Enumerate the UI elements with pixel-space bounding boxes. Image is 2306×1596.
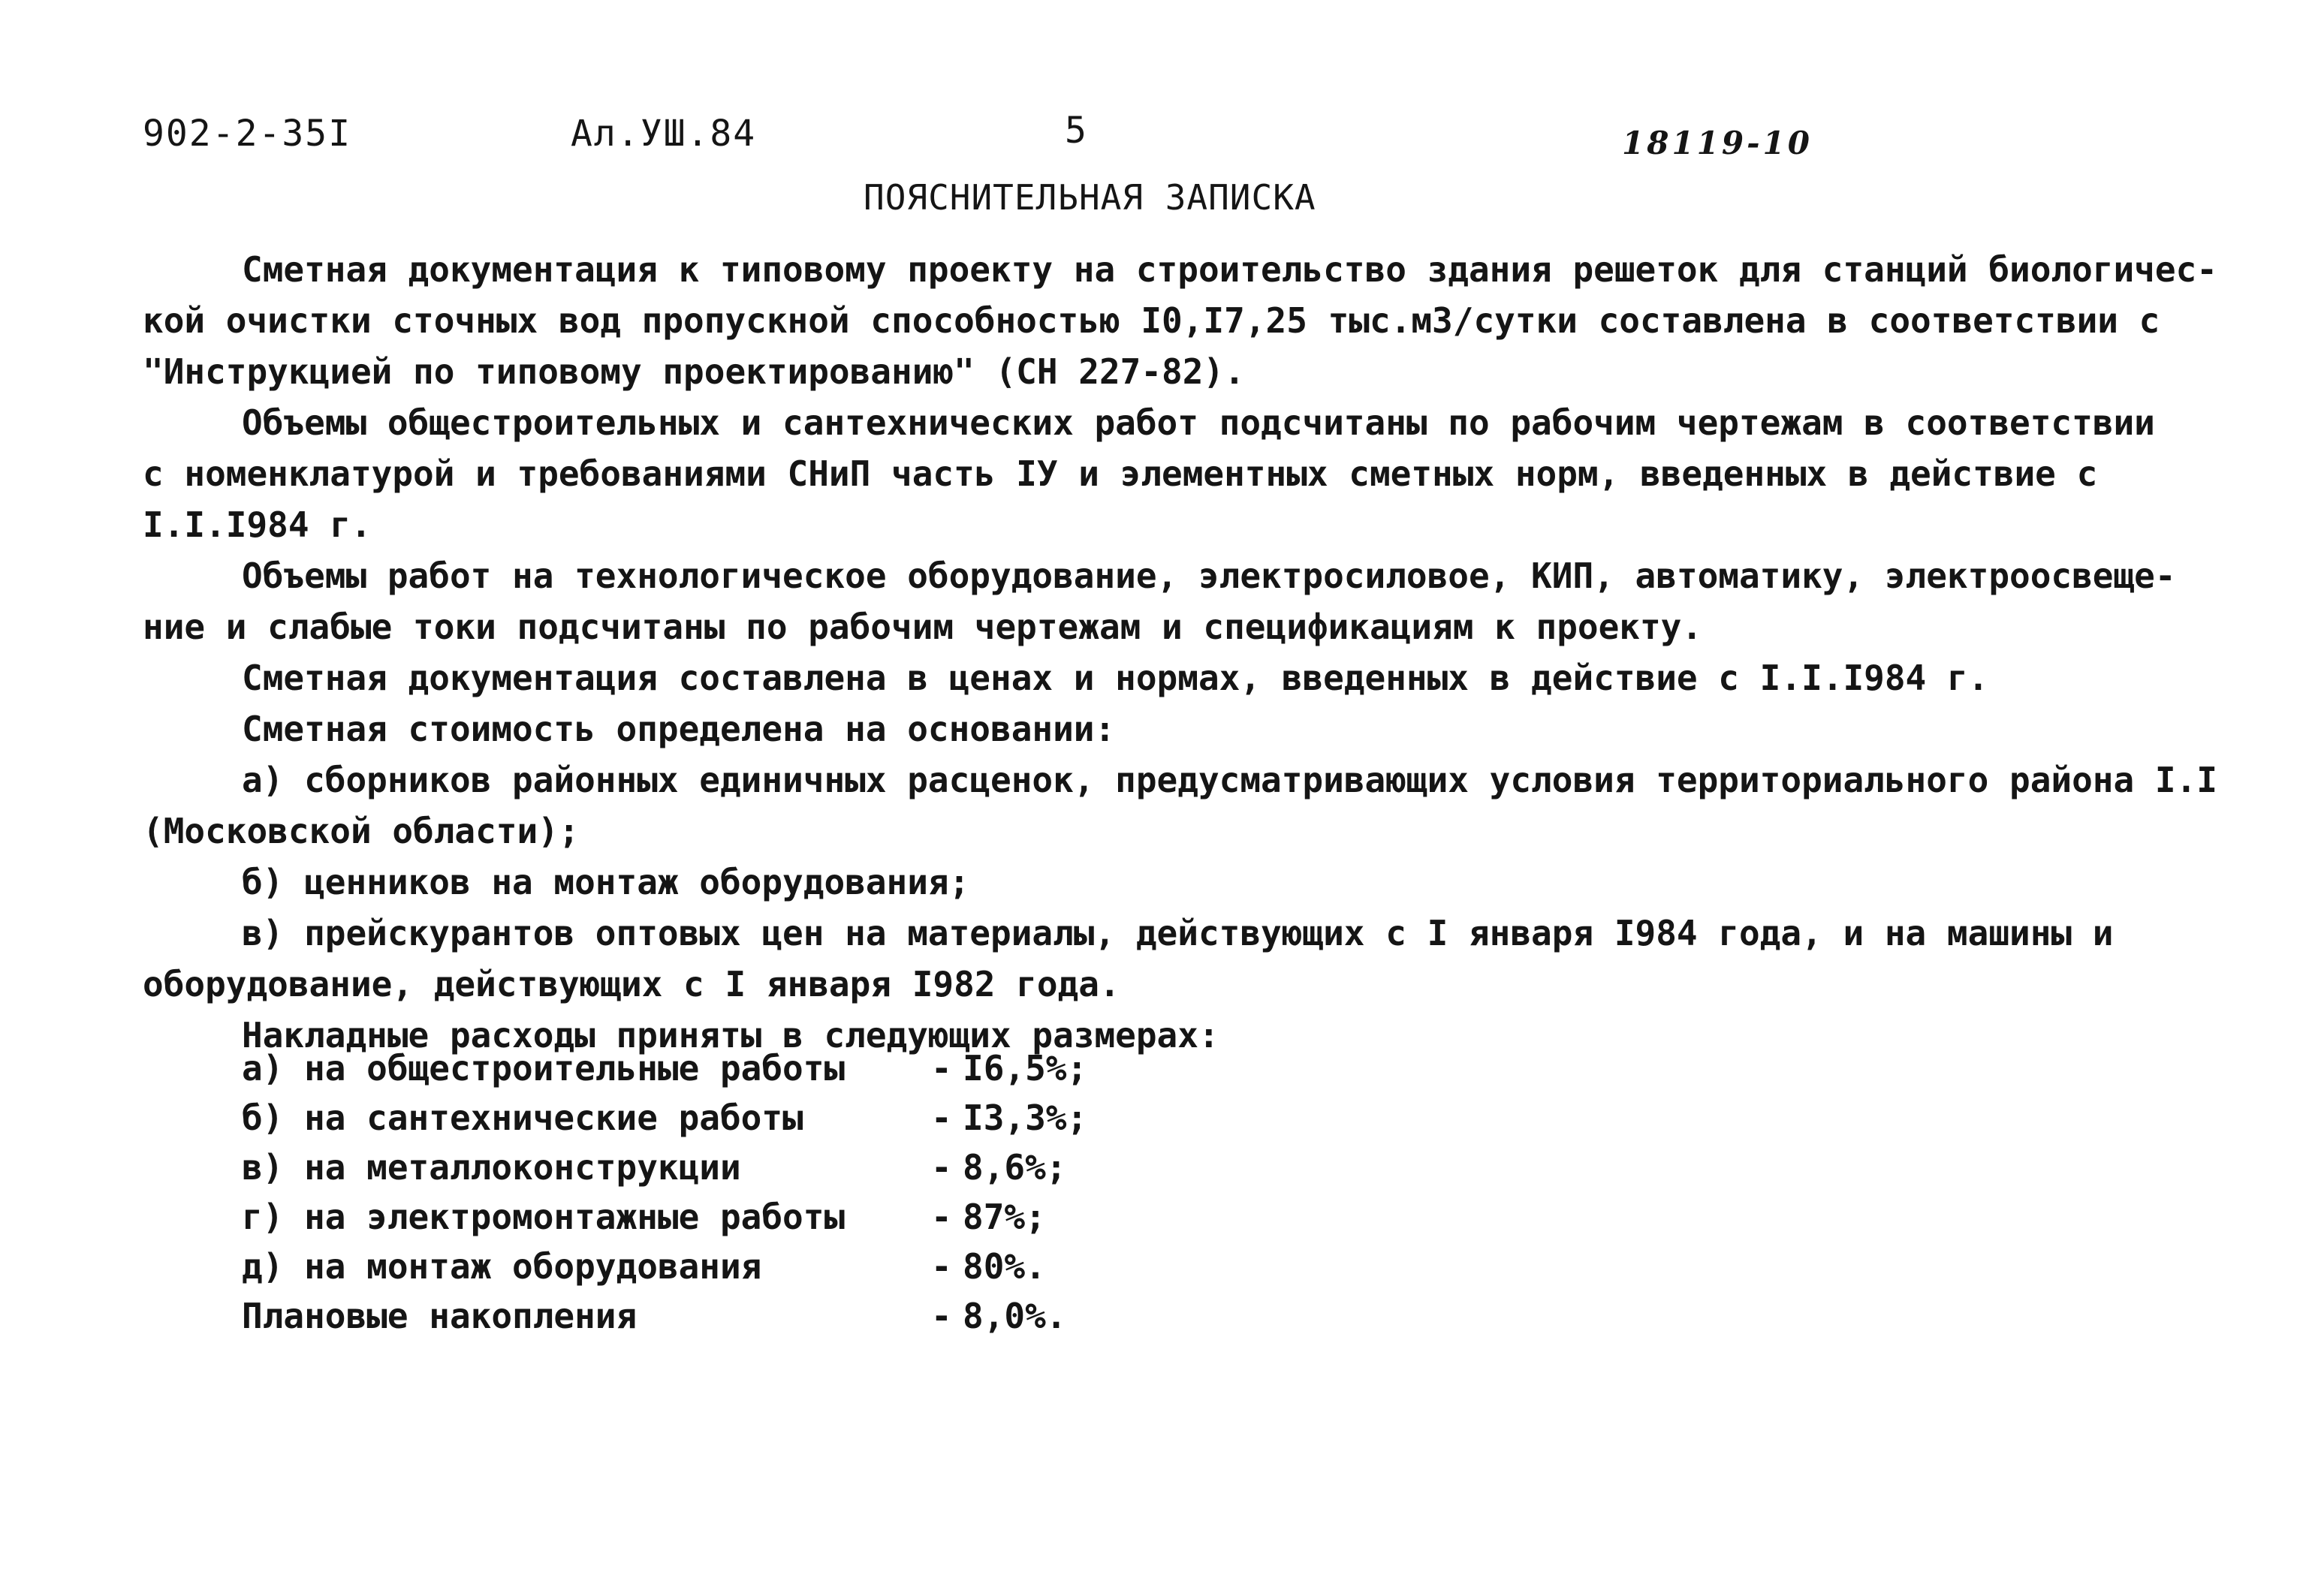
body-text [143, 244, 2217, 1061]
body-line: I.I.I984 г. [143, 504, 372, 545]
body-line: б) ценников на монтаж оборудования; [242, 862, 970, 902]
body-line: оборудование, действующих с I января I982 года. [143, 964, 1120, 1004]
rate-value: I6,5%; [963, 1048, 1088, 1089]
handwritten-stamp: 18119-10 [1622, 125, 1813, 161]
page-number: 5 [1065, 110, 1088, 152]
rate-value: 8,0%. [963, 1296, 1067, 1336]
rate-label: б) на сантехнические работы [242, 1098, 803, 1138]
body-line: Сметная стоимость определена на основании: [242, 709, 1116, 749]
rate-label: а) на общестроительные работы [242, 1048, 846, 1089]
body-line: Объемы общестроительных и сантехнических работ подсчитаны по рабочим чертежам в соответствии [242, 402, 2155, 443]
body-line: Объемы работ на технологическое оборудование, электросиловое, КИП, автоматику, электроосвеще- [242, 556, 2176, 596]
body-line: кой очистки сточных вод пропускной способностью I0,I7,25 тыс.м3/сутки составлена в соответствии с [143, 300, 2160, 341]
body-line: "Инструкцией по типовому проектированию" (СН 227-82). [143, 351, 1245, 392]
document-title: ПОЯСНИТЕЛЬНАЯ ЗАПИСКА [864, 177, 1316, 218]
rate-value: I3,3%; [963, 1098, 1088, 1138]
rate-label: д) на монтаж оборудования [242, 1246, 762, 1287]
rate-value: 87%; [963, 1197, 1046, 1237]
body-line: а) сборников районных единичных расценок, предусматривающих условия территориального района I.I [242, 760, 2217, 800]
rate-dash: - [931, 1197, 952, 1237]
rate-dash: - [931, 1246, 952, 1287]
rate-dash: - [931, 1296, 952, 1336]
body-line: (Московской области); [143, 811, 580, 851]
body-line: с номенклатурой и требованиями СНиП часть IУ и элементных сметных норм, введенных в действие с [143, 453, 2098, 494]
album-code: Ал.УШ.84 [571, 113, 757, 155]
rate-dash: - [931, 1048, 952, 1089]
rate-label: г) на электромонтажные работы [242, 1197, 846, 1237]
rate-value: 8,6%; [963, 1147, 1067, 1188]
body-line: Сметная документация составлена в ценах и нормах, введенных в действие с I.I.I984 г. [242, 658, 1989, 698]
project-code: 902-2-35I [143, 113, 352, 155]
body-line: Сметная документация к типовому проекту на строительство здания решеток для станций биологичес- [242, 249, 2217, 290]
rate-label: Плановые накопления [242, 1296, 638, 1336]
body-line: ние и слабые токи подсчитаны по рабочим чертежам и спецификациям к проекту. [143, 607, 1703, 647]
rate-dash: - [931, 1147, 952, 1188]
body-line: Накладные расходы приняты в следующих размерах: [242, 1015, 1219, 1055]
rate-value: 80%. [963, 1246, 1046, 1287]
body-line: в) прейскурантов оптовых цен на материалы, действующих с I января I984 года, и на машины и [242, 913, 2114, 953]
rate-dash: - [931, 1098, 952, 1138]
rate-label: в) на металлоконструкции [242, 1147, 741, 1188]
